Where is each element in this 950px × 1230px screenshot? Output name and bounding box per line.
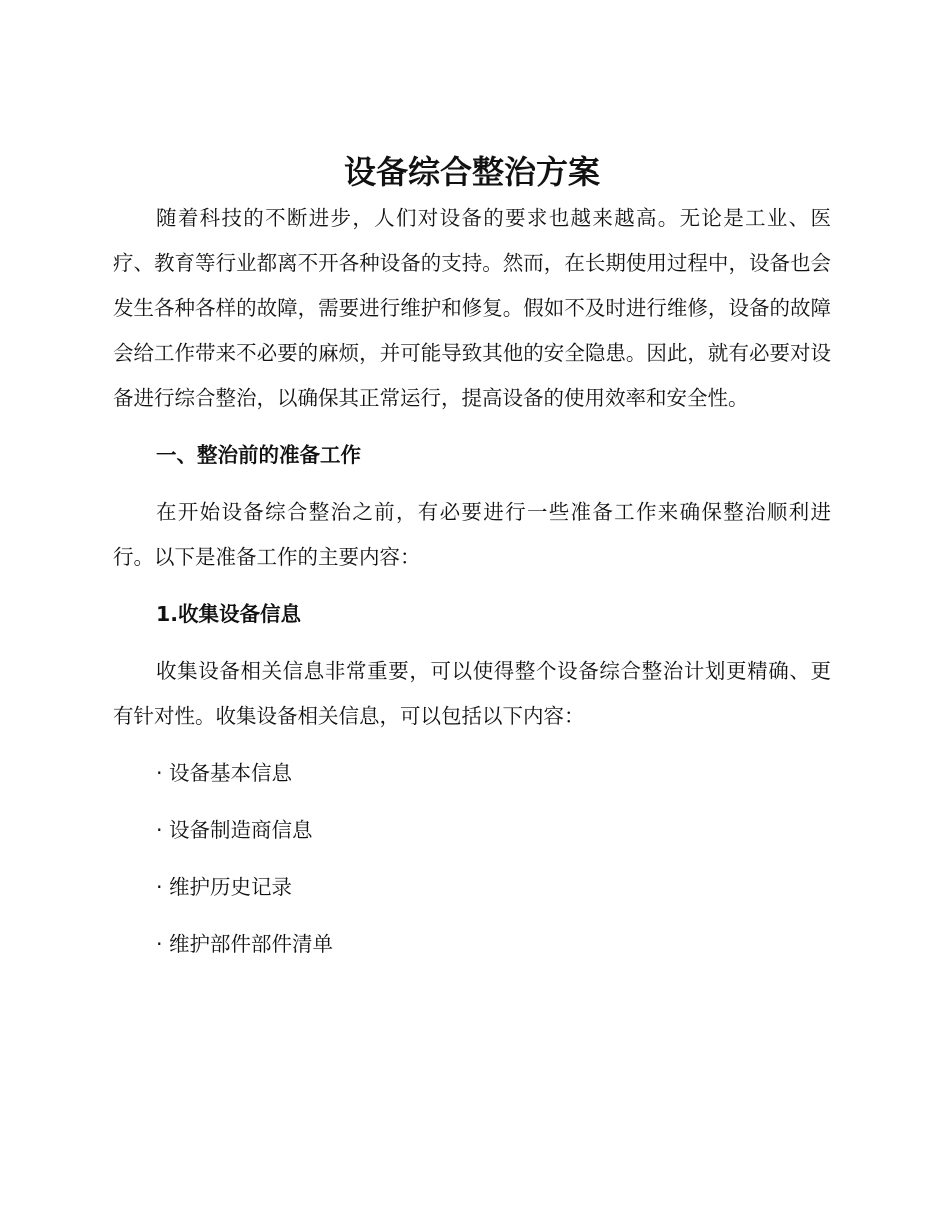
list-item: · 设备基本信息 <box>156 761 293 785</box>
preparation-paragraph: 在开始设备综合整治之前，有必要进行一些准备工作来确保整治顺利进行。以下是准备工作的主要内容： <box>113 500 831 569</box>
document-title: 设备综合整治方案 <box>343 153 600 191</box>
collect-info-paragraph: 收集设备相关信息非常重要，可以使得整个设备综合整治计划更精确、更有针对性。收集设备相关信息，可以包括以下内容： <box>113 659 831 728</box>
document-page <box>113 150 831 979</box>
list-item: · 维护部件部件清单 <box>156 932 334 956</box>
section-heading-preparation: 一、整治前的准备工作 <box>156 443 361 467</box>
intro-paragraph: 随着科技的不断进步，人们对设备的要求也越来越高。无论是工业、医疗、教育等行业都离不开各种设备的支持。然而，在长期使用过程中，设备也会发生各种各样的故障，需要进行维护和修复。假如不及时进行维修，设备的故障会给工作带来不必要的麻烦，并可能导致其他的安全隐患。因此，就有必要对设备进行综合整治，以确保其正常运行，提高设备的使用效率和安全性。 <box>113 206 831 410</box>
list-item: · 维护历史记录 <box>156 875 293 899</box>
subsection-heading-collect-info: 1.收集设备信息 <box>156 602 302 626</box>
list-item: · 设备制造商信息 <box>156 818 313 842</box>
